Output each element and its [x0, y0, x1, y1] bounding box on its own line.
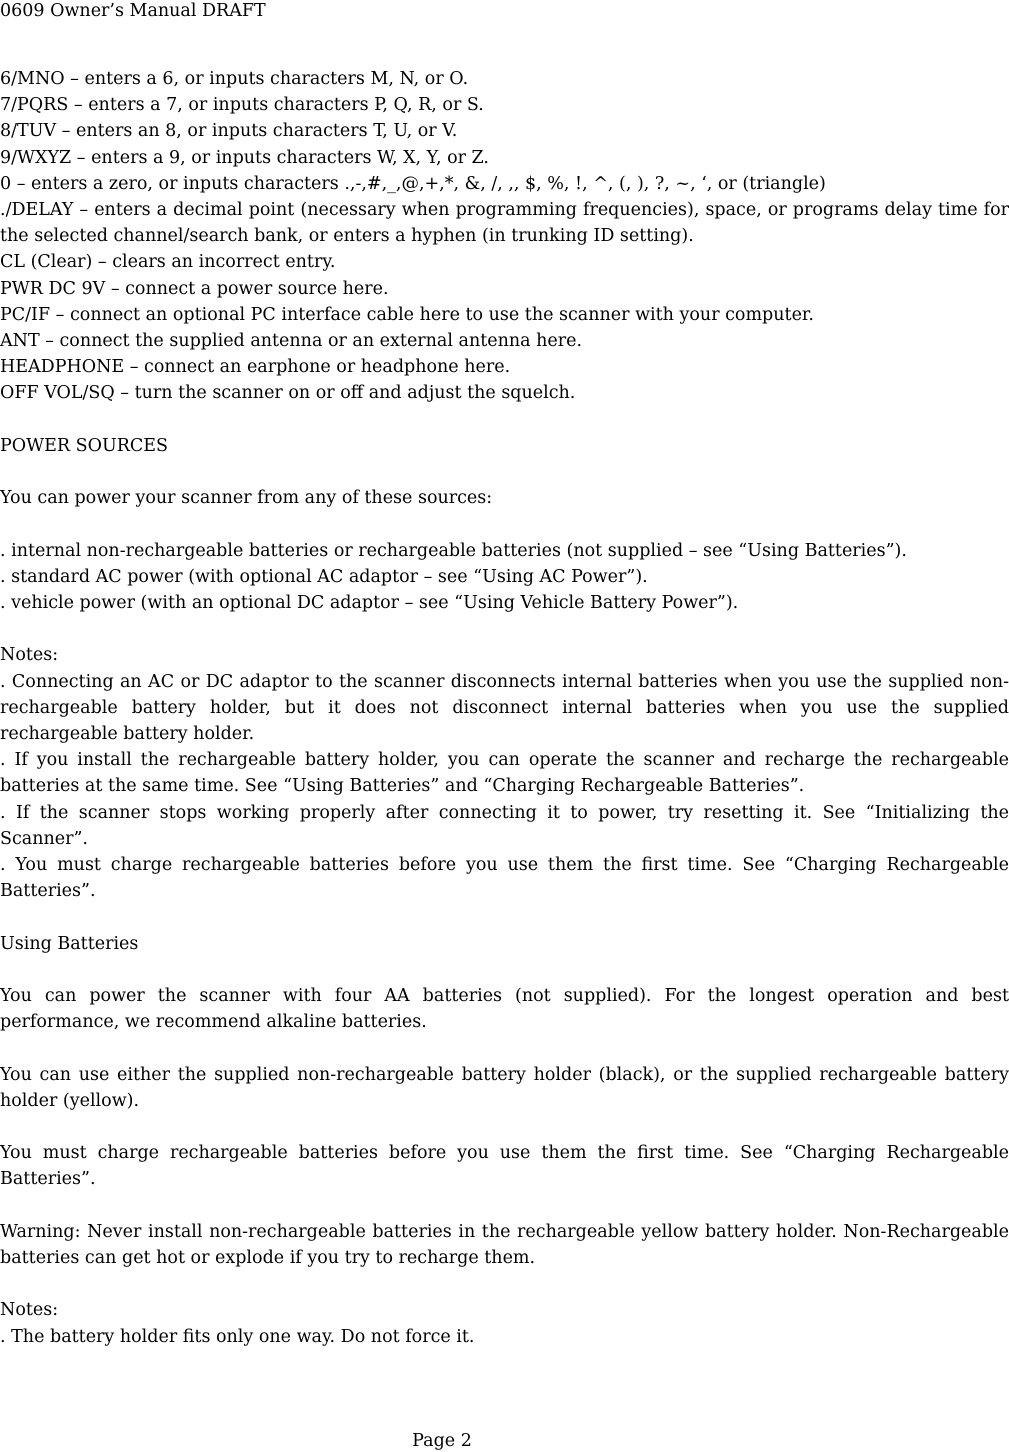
- power-source-item: . internal non-rechargeable batteries or rechargeable batteries (not supplied – see “Using Batteries”).: [0, 540, 907, 561]
- key-description: 7/PQRS – enters a 7, or inputs characters P, Q, R, or S.: [0, 95, 484, 116]
- key-description: OFF VOL/SQ – turn the scanner on or off and adjust the squelch.: [0, 383, 576, 404]
- notes-label: Notes:: [0, 1300, 59, 1321]
- paragraph-spacer: [0, 957, 1009, 983]
- section-heading-using-batteries: Using Batteries: [0, 933, 139, 954]
- key-description: PWR DC 9V – connect a power source here.: [0, 278, 389, 299]
- page-number: Page 2: [412, 1431, 472, 1451]
- body-paragraph: You can power the scanner with four AA batteries (not supplied). For the longest operation and best performance, we recommend alkaline batteries.: [0, 986, 1009, 1033]
- key-description: 0 – enters a zero, or inputs characters .,-,#,_,@,+,*, &, /, ,, $, %, !, ^, (, ), ?, ~, ‘, or (triangle): [0, 173, 826, 194]
- power-sources-intro: You can power your scanner from any of these sources:: [0, 488, 493, 509]
- key-description: 8/TUV – enters an 8, or inputs characters T, U, or V.: [0, 121, 458, 142]
- key-description: ANT – connect the supplied antenna or an external antenna here.: [0, 331, 583, 352]
- body-paragraph: You must charge rechargeable batteries before you use them the first time. See “Charging Rechargeable Batteries”.: [0, 1143, 1009, 1190]
- note-item: . Connecting an AC or DC adaptor to the scanner disconnects internal batteries when you use the supplied non-rechargeable battery holder, but it does not disconnect internal batteries when you use the supplied rechargeable battery holder.: [0, 671, 1009, 745]
- note-item: . The battery holder fits only one way. Do not force it.: [0, 1326, 475, 1347]
- document-body: [0, 66, 1009, 1350]
- note-item: . If the scanner stops working properly after connecting it to power, try resetting it. See “Initializing the Scanner”.: [0, 802, 1009, 849]
- power-source-item: . standard AC power (with optional AC adaptor – see “Using AC Power”).: [0, 566, 648, 587]
- paragraph-spacer: [0, 1193, 1009, 1219]
- power-source-item: . vehicle power (with an optional DC adaptor – see “Using Vehicle Battery Power”).: [0, 593, 739, 614]
- key-description: HEADPHONE – connect an earphone or headphone here.: [0, 357, 511, 378]
- key-description: PC/IF – connect an optional PC interface cable here to use the scanner with your computer.: [0, 304, 814, 325]
- paragraph-spacer: [0, 459, 1009, 485]
- paragraph-spacer: [0, 407, 1009, 433]
- key-description: 6/MNO – enters a 6, or inputs characters M, N, or O.: [0, 69, 469, 89]
- notes-label: Notes:: [0, 645, 59, 666]
- key-description: ./DELAY – enters a decimal point (necessary when programming frequencies), space, or programs delay time for the selected channel/search bank, or enters a hyphen (in trunking ID setting).: [0, 200, 1009, 247]
- page-header-title: 0609 Owner’s Manual DRAFT: [0, 1, 266, 21]
- paragraph-spacer: [0, 904, 1009, 930]
- key-description: 9/WXYZ – enters a 9, or inputs characters W, X, Y, or Z.: [0, 147, 489, 168]
- note-item: . You must charge rechargeable batteries before you use them the first time. See “Charging Rechargeable Batteries”.: [0, 855, 1009, 902]
- paragraph-spacer: [0, 511, 1009, 537]
- paragraph-spacer: [0, 1035, 1009, 1061]
- body-paragraph: You can use either the supplied non-rechargeable battery holder (black), or the supplied rechargeable battery holder (yellow).: [0, 1064, 1009, 1111]
- paragraph-spacer: [0, 1271, 1009, 1297]
- key-description: CL (Clear) – clears an incorrect entry.: [0, 252, 336, 273]
- note-item: . If you install the rechargeable battery holder, you can operate the scanner and recharge the rechargeable batteries at the same time. See “Using Batteries” and “Charging Rechargeable Batteries”.: [0, 750, 1009, 797]
- warning-paragraph: Warning: Never install non-rechargeable batteries in the rechargeable yellow battery holder. Non-Rechargeable batteries can get hot or explode if you try to recharge them.: [0, 1221, 1009, 1268]
- paragraph-spacer: [0, 616, 1009, 642]
- section-heading-power-sources: POWER SOURCES: [0, 435, 169, 456]
- paragraph-spacer: [0, 1114, 1009, 1140]
